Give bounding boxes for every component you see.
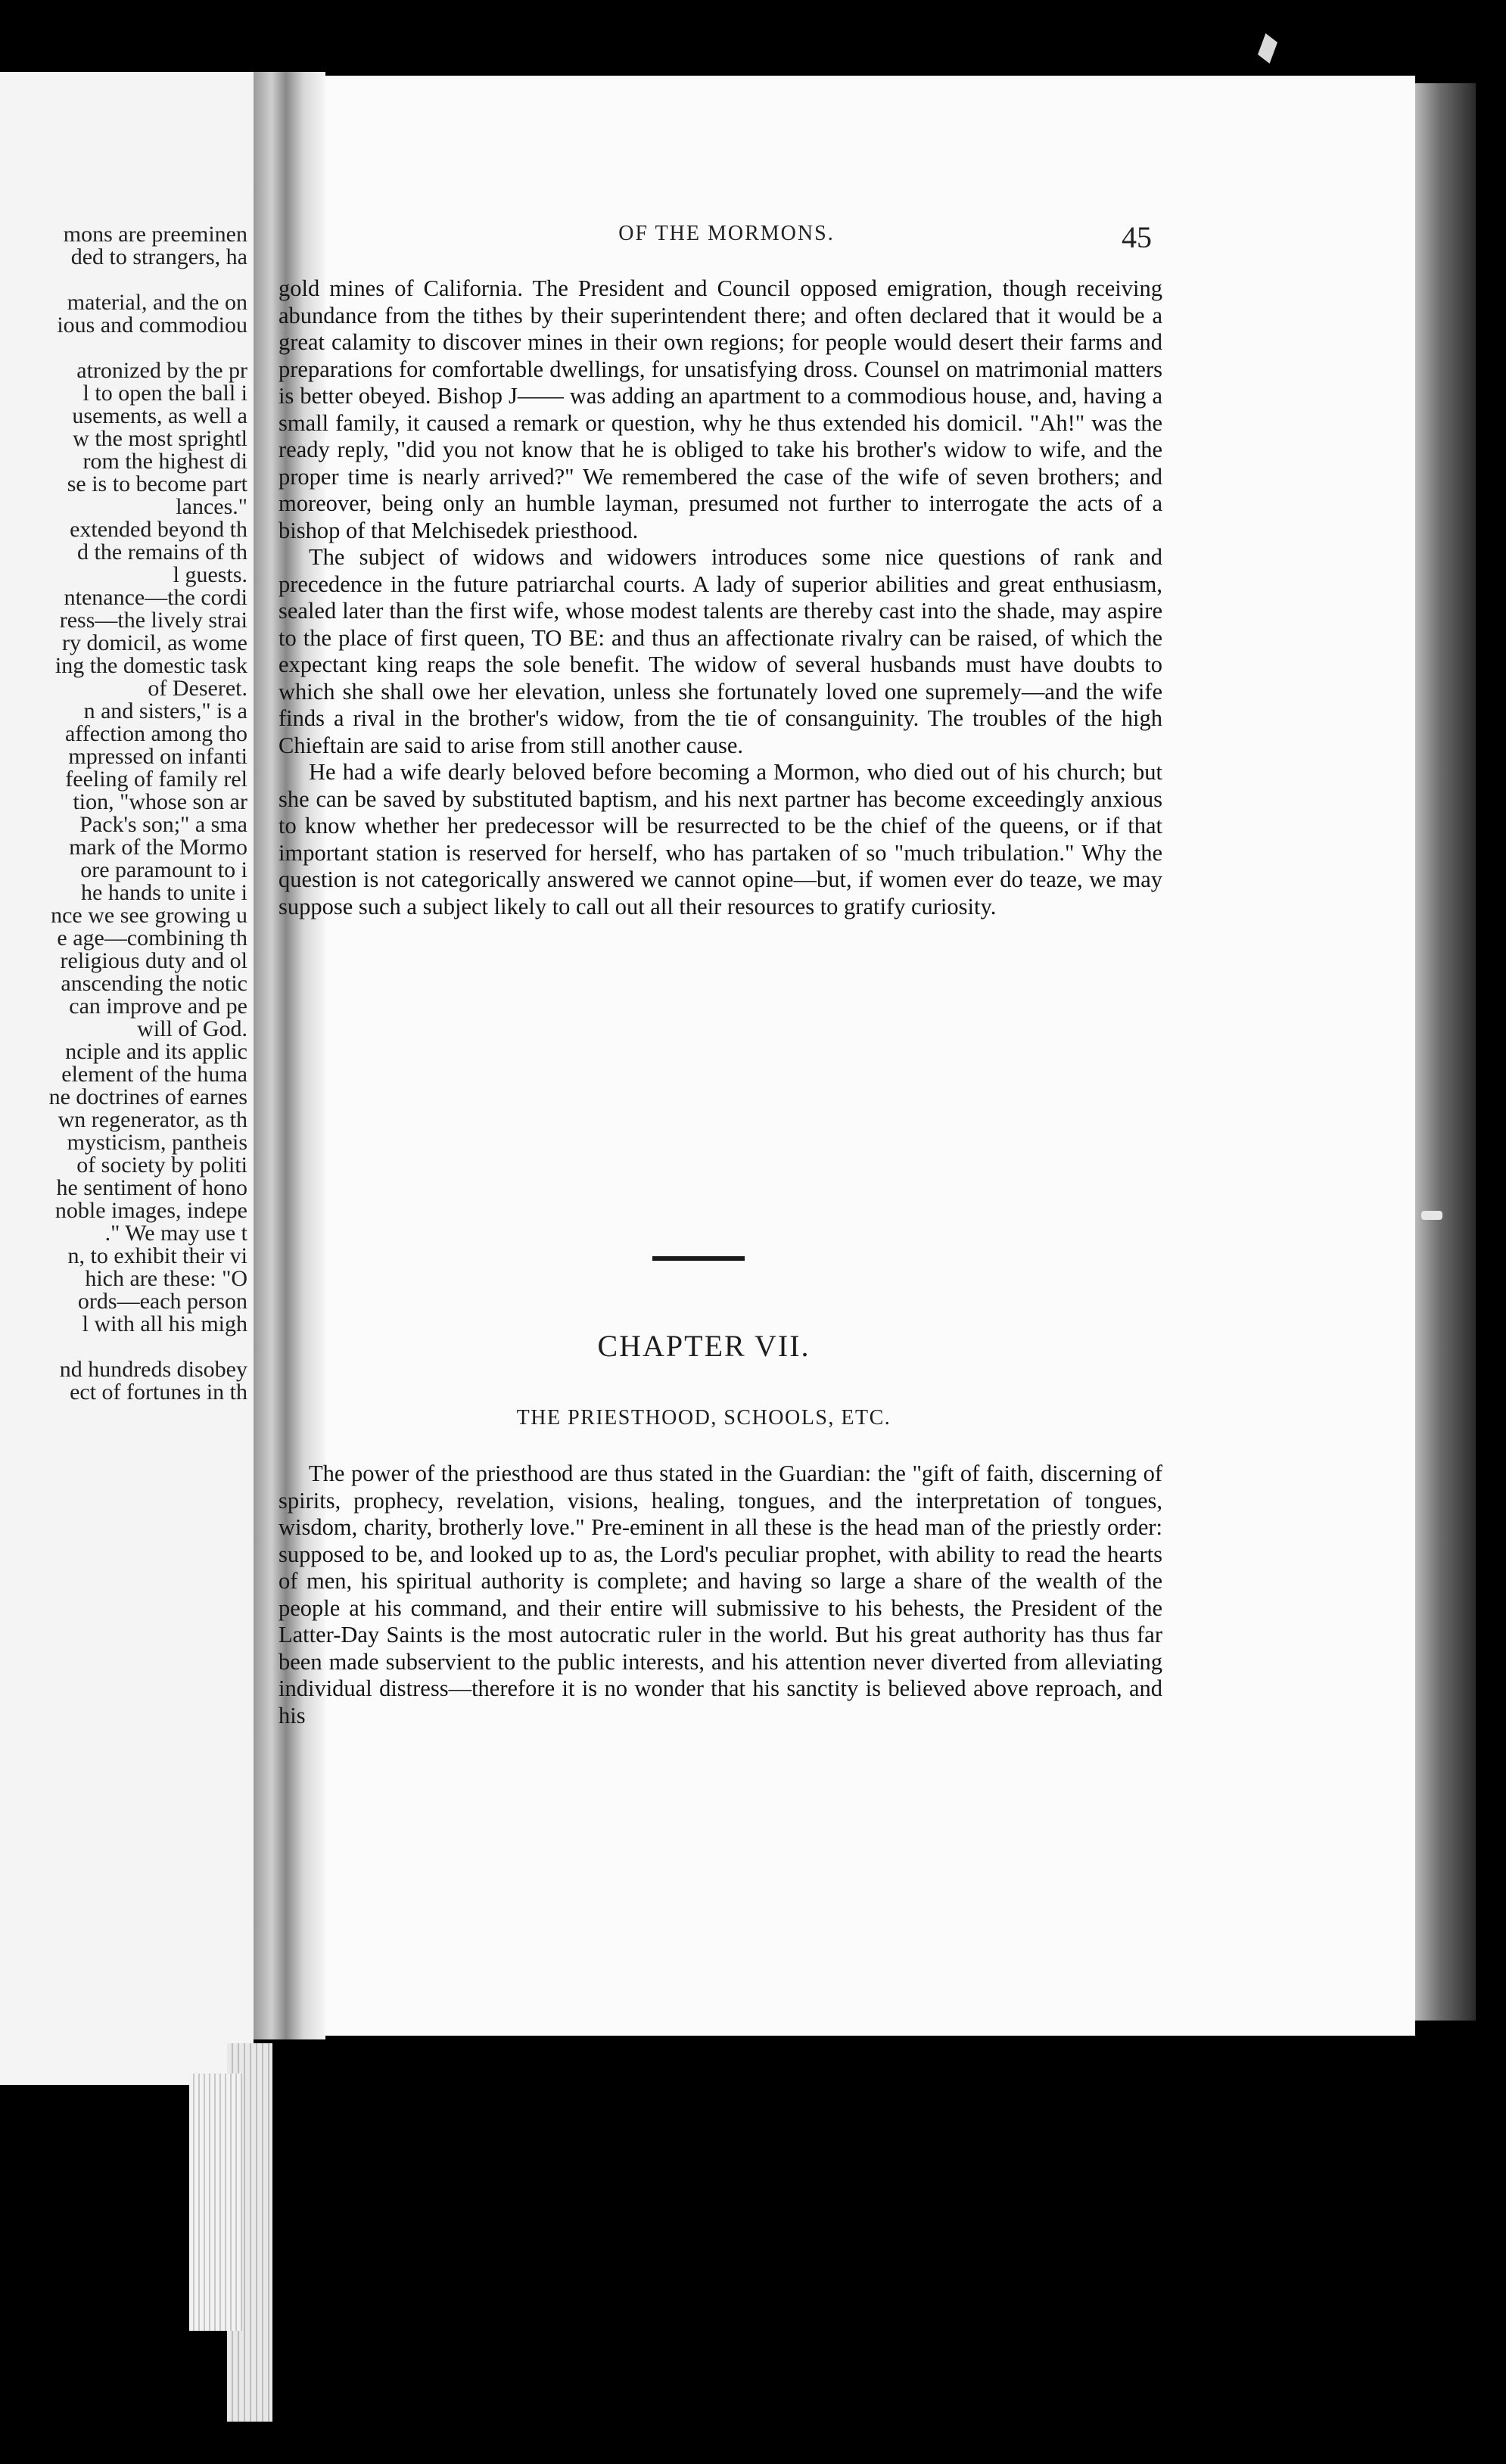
facing-page-line: mysticism, pantheis — [67, 1130, 247, 1155]
facing-page-line: hich are these: "O — [85, 1266, 247, 1291]
chapter-subtitle: THE PRIESTHOOD, SCHOOLS, ETC. — [516, 1406, 891, 1430]
facing-page-line: nce we see growing u — [51, 903, 247, 928]
body-text — [278, 275, 1162, 920]
facing-page-line: of Deseret. — [148, 676, 247, 701]
scan-artifact — [1421, 1211, 1442, 1220]
facing-page-line: affection among tho — [64, 721, 247, 746]
facing-page — [0, 72, 254, 2085]
facing-page-line: atronized by the pr — [76, 358, 247, 383]
facing-page-line: ing the domestic task — [54, 653, 247, 678]
running-head: OF THE MORMONS. — [618, 222, 835, 245]
facing-page-line: ne doctrines of earnes — [48, 1084, 247, 1109]
facing-page-line: material, and the on — [67, 290, 247, 315]
facing-page-line: wn regenerator, as th — [58, 1107, 247, 1132]
page-number: 45 — [1122, 220, 1152, 254]
paragraph: He had a wife dearly beloved before becoming a Mormon, who died out of his church; but she can be saved by substituted baptism, and his next partner has become exceedingly anxious to know whether her predecessor will be resurrected to be the chief of the queens, or if that important station is reserved for herself, who has partaken of so "much tribulation." Why the question is not categorically answered we cannot opine—but, if women ever do teaze, we may suppose such a subject likely to call out all their resources to gratify curiosity. — [278, 759, 1162, 919]
chapter-body — [278, 1461, 1162, 1729]
facing-page-line: mons are preeminen — [63, 222, 247, 247]
facing-page-line — [0, 1336, 247, 1358]
facing-page-line: nd hundreds disobey — [59, 1357, 247, 1382]
facing-page-text — [0, 223, 247, 1404]
facing-page-line: nciple and its applic — [65, 1039, 247, 1064]
facing-page-line: ords—each person — [77, 1289, 247, 1314]
facing-page-line: religious duty and ol — [60, 948, 247, 973]
facing-page-line: noble images, indepe — [54, 1198, 247, 1223]
book-cover-edge — [1415, 83, 1476, 2021]
facing-page-line: ect of fortunes in th — [70, 1380, 247, 1405]
facing-page-line: e age—combining th — [57, 926, 247, 950]
facing-page-line: ress—the lively strai — [59, 608, 247, 633]
facing-page-line: he hands to unite i — [81, 880, 247, 905]
facing-page-line: mpressed on infanti — [68, 744, 247, 769]
facing-page-line: Pack's son;" a sma — [79, 812, 247, 837]
facing-page-line: lances." — [176, 494, 247, 519]
facing-page-line: w the most sprightl — [73, 426, 247, 451]
paragraph: The power of the priesthood are thus stated in the Guardian: the "gift of faith, discerning of spirits, prophecy, revelation, visions, healing, tongues, and the interpretation of tongues, wisdom, charity, brotherly love." Pre-eminent in all these is the head man of the priestly order: supposed to be, and looked up to as, the Lord's peculiar prophet, with ability to read the hearts of men, his spiritual authority is complete; and having so large a share of the wealth of the people at his command, and their entire will submissive to his behests, the President of the Latter-Day Saints is the most autocratic ruler in the world. But his great authority has thus far been made subservient to the public interests, and his attention never diverted from alleviating individual distress—therefore it is no wonder that his sanctity is believed above reproach, and his — [278, 1461, 1162, 1728]
facing-page-line: he sentiment of hono — [56, 1175, 247, 1200]
chapter-title: CHAPTER VII. — [597, 1329, 811, 1363]
facing-page-line: ious and commodiou — [57, 313, 247, 338]
facing-page-line: ntenance—the cordi — [64, 585, 247, 610]
facing-page-line: l to open the ball i — [82, 381, 247, 406]
facing-page-line: extended beyond th — [70, 517, 247, 542]
facing-page-line — [0, 269, 247, 291]
facing-page-line: can improve and pe — [69, 994, 247, 1019]
facing-page-line: will of God. — [137, 1016, 247, 1041]
facing-page-line: d the remains of th — [77, 540, 247, 565]
paragraph: The subject of widows and widowers introduces some nice questions of rank and precedence in the future patriarchal courts. A lady of superior abilities and great enthusiasm, sealed later than the first wife, whose modest talents are thereby cast into the shade, may aspire to the place of first queen, TO BE: and thus an affectionate rivalry can be raised, of which the expectant king reaps the sole benefit. The widow of several husbands must have doubts to which she shall owe her elevation, unless she fortunately loved one supremely—and the wife finds a rival in the brother's widow, from the tie of consanguinity. The troubles of the high Chieftain are said to arise from still another cause. — [278, 544, 1162, 758]
paragraph: gold mines of California. The President and Council opposed emigration, though receiving abundance from the tithes by their superintendent there; and often declared that it would be a great calamity to discover mines in their own regions; for people would desert their farms and preparations for comfortable dwellings, for unsatisfying dross. Counsel on matrimonial matters is better obeyed. Bishop J—— was adding an apartment to a commodious house, and, having a small family, it caused a remark or question, why he thus extended his domicil. "Ah!" was the ready reply, "did you not know that he is obliged to take his brother's widow to wife, and the proper time is nearly arrived?" We remembered the case of the wife of seven brothers; and moreover, being only an humble layman, presumed not further to interrogate the acts of a bishop of that Melchisedek priesthood. — [278, 275, 1162, 543]
facing-page-line — [0, 337, 247, 359]
facing-page-line: n, to exhibit their vi — [67, 1243, 247, 1268]
facing-page-line: l with all his migh — [82, 1311, 247, 1336]
facing-page-line: ore paramount to i — [80, 857, 247, 882]
section-divider — [652, 1256, 745, 1261]
facing-page-line: feeling of family rel — [65, 767, 247, 792]
facing-page-line: element of the huma — [61, 1062, 247, 1087]
facing-page-line: tion, "whose son ar — [73, 789, 247, 814]
facing-page-line: se is to become part — [67, 471, 247, 496]
facing-page-line: l guests. — [173, 562, 247, 587]
facing-page-line: rom the highest di — [82, 449, 247, 474]
facing-page-line: mark of the Mormo — [69, 835, 247, 860]
facing-page-line: ." We may use t — [104, 1221, 247, 1246]
facing-page-line: usements, as well a — [72, 403, 247, 428]
facing-page-line: ded to strangers, ha — [70, 244, 247, 269]
facing-page-line: of society by politi — [76, 1153, 247, 1178]
facing-page-line: ry domicil, as wome — [62, 630, 247, 655]
facing-page-line: anscending the notic — [61, 971, 247, 996]
facing-page-line: n and sisters," is a — [83, 698, 247, 723]
page-edges — [189, 2074, 242, 2331]
